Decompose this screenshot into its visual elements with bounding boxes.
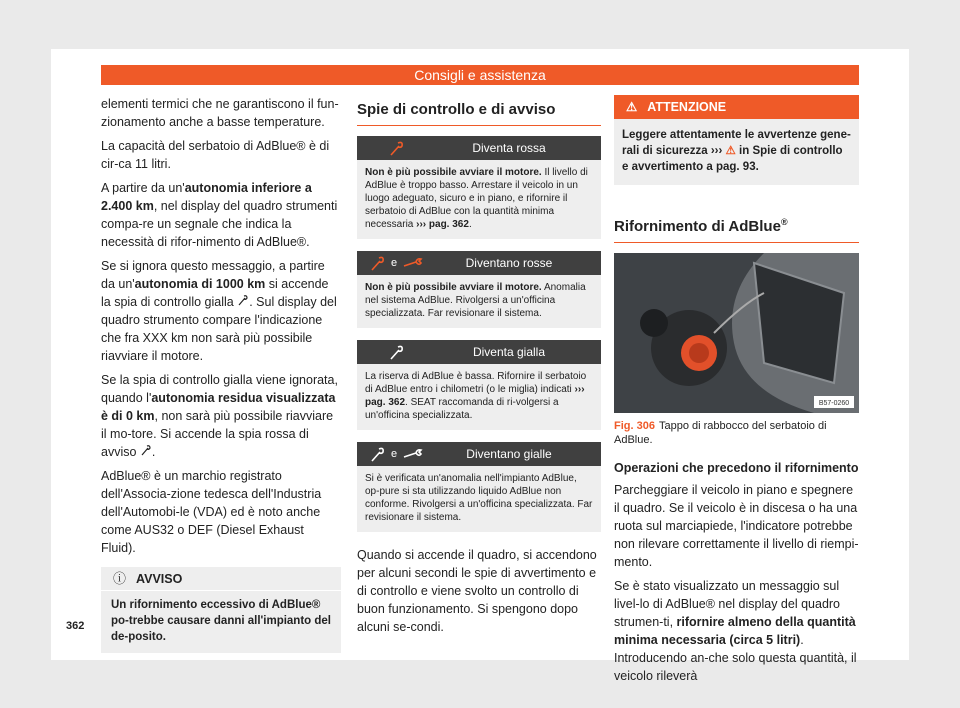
adblue-filler-cap-image xyxy=(614,253,859,413)
image-code: B57-0260 xyxy=(818,400,850,407)
page-number: 362 xyxy=(66,620,85,632)
adblue-yellow-icon xyxy=(389,344,405,360)
paragraph: Parcheggiare il veicolo in piano e spegnere il quadro. Se il veicolo è in discesa o ha una ruota sul marciapiede, l'indicatore potrebbe non rilevare correttamente il livello di riempi-mento. xyxy=(614,483,859,569)
section-header: Consigli e assistenza xyxy=(101,65,859,85)
wrench-red-icon xyxy=(402,257,424,269)
adblue-warning-icon xyxy=(140,444,152,456)
attention-header: ⚠ ATTENZIONE xyxy=(614,95,859,119)
column-2 xyxy=(357,95,601,642)
adblue-warning-icon xyxy=(237,294,249,306)
figure-caption: Fig. 306 Tappo di rabbocco del serbatoio di AdBlue. xyxy=(614,420,827,446)
warning-box: ⓘ AVVISO Un rifornimento eccessivo di AdBlue® po-trebbe causare danni all'impianto del de-posito. xyxy=(101,567,341,653)
column-3 xyxy=(614,95,859,691)
paragraph: Se è stato visualizzato un messaggio sul livel-lo di AdBlue® nel display del quadro strumen-ti, rifornire almeno della quantità minima necessaria (circa 5 litri). Introducendo an-che solo questa quantità, il veicolo rileverà xyxy=(614,579,857,683)
section-title: Spie di controllo e di avviso xyxy=(357,95,601,126)
adblue-red-icon xyxy=(370,255,386,271)
attention-text: Leggere attentamente le avvertenze gene-rali di sicurezza ››› ⚠ in Spie di controllo e avvertimento a pag. 93. xyxy=(614,119,859,185)
column-1 xyxy=(101,95,341,653)
section-title: Rifornimento di AdBlue® xyxy=(614,207,859,243)
manual-page xyxy=(51,49,909,683)
paragraph: Quando si accende il quadro, si accendono per alcuni secondi le spie di avvertimento e di controllo e viene svolto un controllo di buon funzionamento. Si spengono dopo alcuni se-condi. xyxy=(357,548,597,634)
adblue-red-icon xyxy=(389,140,405,156)
lamp-block: Diventa rossa Non è più possibile avviare il motore. Il livello di AdBlue è troppo basso. Arrestare il veicolo in un luogo adeguato, sicuro e in piano, e rifornire il serbatoio di AdBlue con la quantità minima necessaria ››› pag. 362. xyxy=(357,136,601,239)
lamp-block: Diventa gialla La riserva di AdBlue è bassa. Rifornire il serbatoio di AdBlue entro i chilometri (o le miglia) indicati ››› pag. 362. SEAT raccomanda di ri-volgersi a un'officina specializzata. xyxy=(357,340,601,430)
lamp-block: e Diventano gialle Si è verificata un'anomalia nell'impianto AdBlue, op-pure si sta utilizzando liquido AdBlue non conforme. Rivolgersi a un'officina specializzata. Far revisionare il sistema. xyxy=(357,442,601,532)
paragraph: AdBlue® è un marchio registrato dell'Associa-zione tedesca dell'Industria dell'Automobi-le (VDA) ed è noto anche come AUS32 o DEF (Diesel Exhaust Fluid). xyxy=(101,469,322,555)
paragraph: Se si ignora questo messaggio, a partire da un'autonomia di 1000 km si accende la spia di controllo gialla . Sul display del quadro strumento compare l'indicazione che fra XXX km non sarà più possibile riavviare il motore. xyxy=(101,259,337,363)
lamp-block: e Diventano rosse Non è più possibile avviare il motore. Anomalia nel sistema AdBlue. Rivolgersi a un'officina specializzata. Far revisionare il sistema. xyxy=(357,251,601,328)
warning-text: Un rifornimento eccessivo di AdBlue® po-trebbe causare danni all'impianto del de-posito. xyxy=(111,599,331,643)
subsection-title: Operazioni che precedono il rifornimento xyxy=(614,461,859,475)
warning-triangle-icon: ⚠ xyxy=(725,145,736,157)
paragraph: Se la spia di controllo gialla viene ignorata, quando l'autonomia residua visualizzata è di 0 km, non sarà più possibile riavviare il mo-tore. Si accende la spia rossa di avviso . xyxy=(101,373,338,459)
paragraph: A partire da un'autonomia inferiore a 2.400 km, nel display del quadro strumenti compa-re un segnale che indica la necessità di rifor-nimento di AdBlue®. xyxy=(101,181,338,249)
warning-triangle-icon: ⚠ xyxy=(626,100,638,114)
info-circle-icon: ⓘ xyxy=(113,570,127,586)
paragraph: La capacità del serbatoio di AdBlue® è di cir-ca 11 litri. xyxy=(101,139,330,171)
adblue-yellow-icon xyxy=(370,446,386,462)
paragraph: elementi termici che ne garantiscono il fun-zionamento anche a basse temperature. xyxy=(101,97,339,129)
wrench-yellow-icon xyxy=(402,448,424,460)
